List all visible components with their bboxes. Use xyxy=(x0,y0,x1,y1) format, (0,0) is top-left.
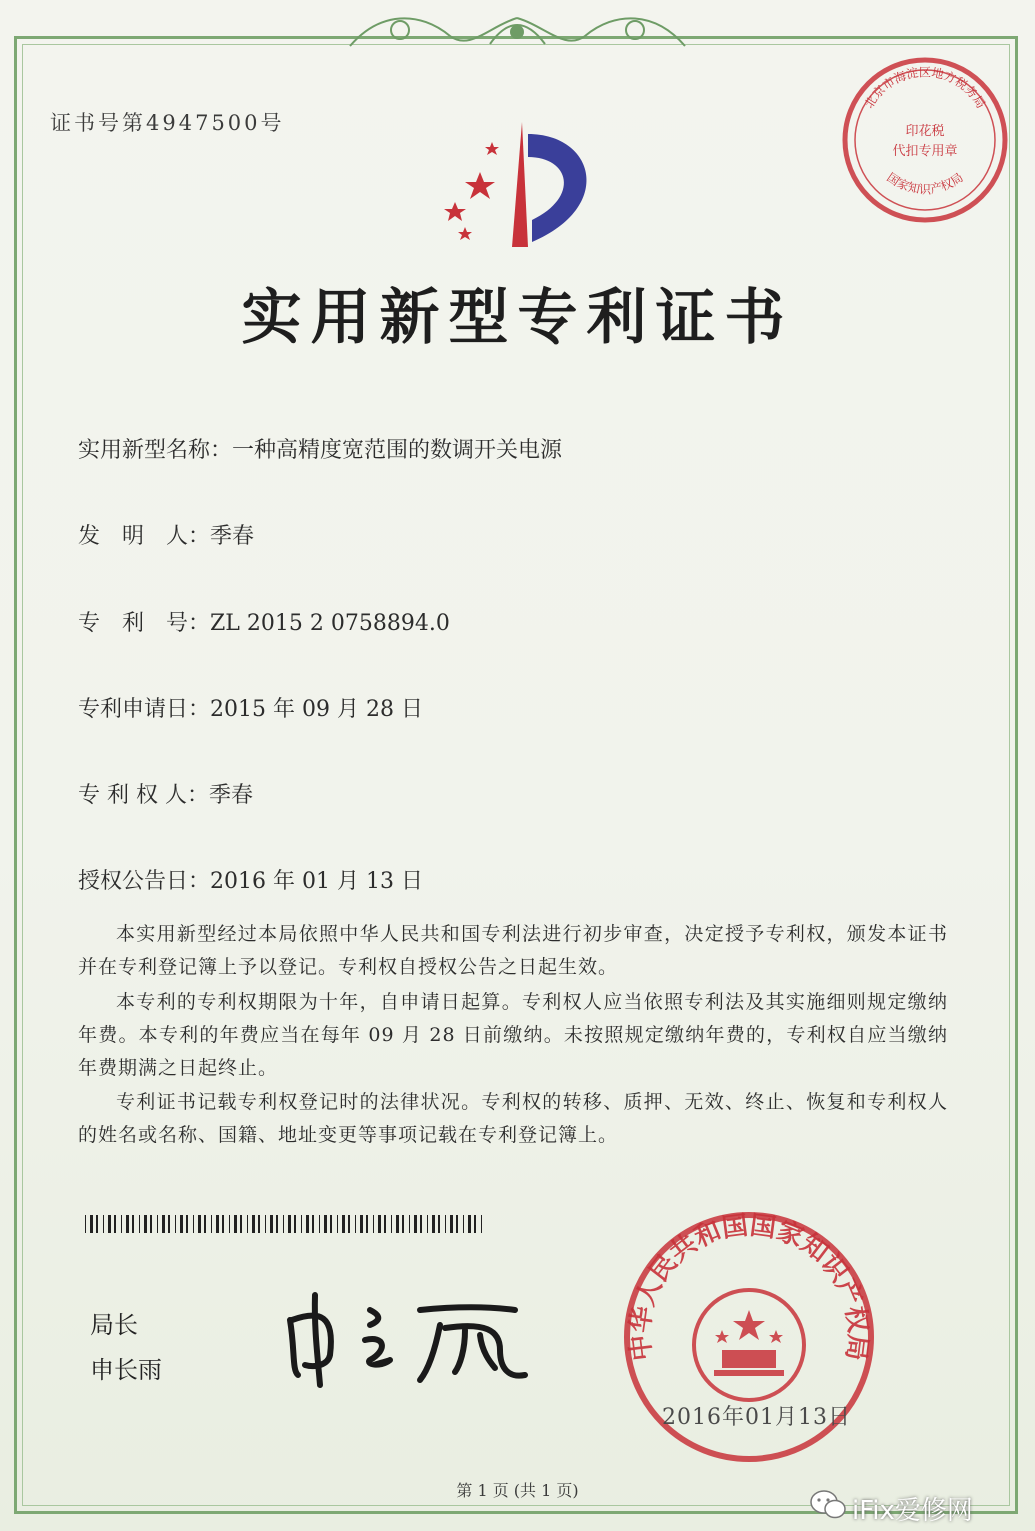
field-value: ZL 2015 2 0758894.0 xyxy=(210,611,450,636)
field-value: 季春 xyxy=(210,524,255,549)
page-footer: 第 1 页 (共 1 页) xyxy=(456,1481,579,1500)
barcode-icon xyxy=(85,1215,485,1233)
paragraph-examination: 本实用新型经过本局依照中华人民共和国专利法进行初步审查，决定授予专利权，颁发本证书并在专利登记簿上予以登记。专利权自授权公告之日起生效。 xyxy=(78,923,948,978)
official-seal-ring-text: 中华人民共和国国家知识产权局 xyxy=(625,1210,873,1363)
field-label: 授权公告日： xyxy=(78,869,211,894)
signatory-title: 局长 xyxy=(90,1311,138,1339)
field-application-date xyxy=(78,692,423,723)
seal-ring-text: 北京市海淀区地方税务局 xyxy=(861,65,989,111)
field-value: 2016 年 01 月 13 日 xyxy=(210,869,423,894)
watermark-text: iFix爱修网 xyxy=(852,1496,973,1526)
field-value: 2015 年 09 月 28 日 xyxy=(210,697,423,722)
field-utility-name xyxy=(78,433,562,464)
wechat-icon xyxy=(808,1488,848,1522)
tax-seal-icon xyxy=(840,55,1010,225)
field-label: 实用新型名称： xyxy=(78,438,233,463)
handwritten-signature-icon xyxy=(270,1280,540,1390)
svg-text:国家知识产权局 xyxy=(884,170,965,196)
field-value: 一种高精度宽范围的数调开关电源 xyxy=(232,438,563,463)
paragraph-legal-status: 专利证书记载专利权登记时的法律状况。专利权的转移、质押、无效、终止、恢复和专利权人的姓名或名称、国籍、地址变更等事项记载在专利登记簿上。 xyxy=(78,1091,948,1146)
seal-center-line2: 代扣专用章 xyxy=(892,144,958,159)
paragraph-term: 本专利的专利权期限为十年，自申请日起算。专利权人应当依照专利法及其实施细则规定缴纳年费。本专利的年费应当在每年 09 月 28 日前缴纳。未按照规定缴纳年费的，专利权自应当缴纳年费期满之日起终止。 xyxy=(78,991,948,1079)
top-ornament-icon xyxy=(340,6,695,54)
field-label: 专 利 号： xyxy=(78,611,211,636)
seal-bottom-text: 国家知识产权局 xyxy=(884,170,966,197)
signatory-name: 申长雨 xyxy=(90,1356,162,1384)
field-label: 专利申请日： xyxy=(78,697,211,722)
cnipa-logo-icon xyxy=(420,112,620,262)
field-patentee xyxy=(78,778,253,809)
field-patent-number xyxy=(78,606,450,637)
field-grant-date xyxy=(78,864,423,895)
field-value: 季春 xyxy=(208,783,253,808)
svg-text:中华人民共和国国家知识产权局 xyxy=(625,1211,872,1362)
field-label: 专 利 权 人： xyxy=(78,783,209,808)
field-inventor xyxy=(78,519,254,550)
field-label: 发 明 人： xyxy=(78,524,211,549)
certificate-number: 证书号第4947500号 xyxy=(50,111,285,135)
seal-center-line1: 印花税 xyxy=(905,124,945,139)
page-title: 实用新型专利证书 xyxy=(241,283,794,353)
seal-date: 2016年01月13日 xyxy=(662,1405,851,1430)
